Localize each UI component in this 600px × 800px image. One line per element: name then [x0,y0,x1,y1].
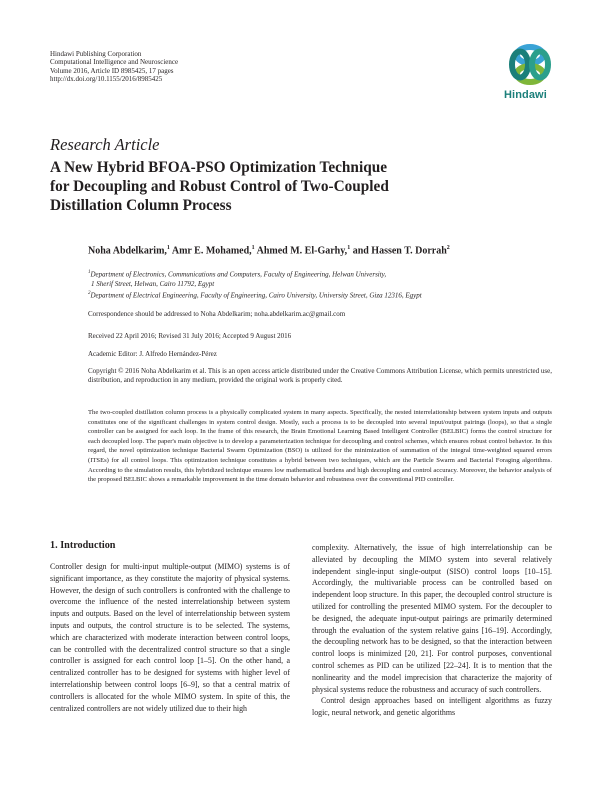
title-line: for Decoupling and Robust Control of Two-Coupled [50,178,389,195]
copyright-notice: Copyright © 2016 Noha Abdelkarim et al. This is an open access article distributed under the Creative Commons Attribution License, which permits unrestricted use, distribution, and reproduction in any medium, provided the original work is properly cited. [88,367,552,385]
affiliation-text: 1 Sherif Street, Helwan, Cairo 11792, Egypt [91,279,215,288]
article-type: Research Article [50,135,160,154]
author-affil-sup: 1 [251,245,255,251]
author-affil-sup: 1 [166,245,170,251]
hindawi-logo-mark [500,42,560,88]
affiliations [88,268,518,300]
article-dates: Received 22 April 2016; Revised 31 July 2016; Accepted 9 August 2016 [88,332,292,340]
body-paragraph: Control design approaches based on intelligent algorithms as fuzzy logic, neural network, and genetic algorithms [312,696,552,718]
doi-link[interactable]: http://dx.doi.org/10.1155/2016/8985425 [50,74,163,83]
body-paragraph: complexity. Alternatively, the issue of high interrelationship can be alleviated by decoupling the MIMO system into several relatively independent single-input single-output (SISO) control loops [10–15]. Accordingly, the multivariable process can be controlled based on independent loop structure. In this paper, the decoupled control structure is utilized for controlling the presented MIMO system. For the decoupler to be designed, the adequate input-output pairings are primarily determined through the evaluation of the system relative gains [16–19]. Accordingly, the decoupling network has to be designed, so that the interaction between control loops is minimized [20, 21]. For control purposes, conventional control schemes as PID can be utilized [22–24]. It is to mention that the nonlinearity and the model imprecision that characterize the majority of physical systems reduce the robustness and accuracy of such controllers. [312,543,552,694]
volume-line: Volume 2016, Article ID 8985425, 17 pages [50,66,174,75]
body-paragraph: Controller design for multi-input multiple-output (MIMO) systems is of significant importance, as they constitute the majority of physical systems. However, the design of such controllers is confronted with the challenge to overcome the influence of the nested interrelationship between system inputs and outputs. Based on the level of interrelationship between system inputs and outputs, the control structure is to be selected. The systems, which are characterized with moderate interaction between control loops, can be controlled with the decentralized control structure so that a single controller is assigned for each control loop [1–5]. On the other hand, a centralized controller has to be designed for systems with higher level of interrelationship between control loops [6–9], so that a central matrix of controllers is allocated for the whole MIMO system. In spite of this, the centralized controllers are not widely utilized due to their high [50,562,290,713]
author-name: Ahmed M. El-Garhy, [256,245,348,257]
journal-header [50,50,178,83]
affiliation-text: Department of Electronics, Communications and Computers, Faculty of Engineering, Helwan University, [90,270,387,279]
abstract-text: The two-coupled distillation column process is a physically complicated system in many aspects. Specifically, the nested interrelationship between system inputs and outputs constitutes one of the significant challenges in system control design. Mostly, such a process is to be decoupled into several input/output pairings (loops), so that a single controller can be assigned for each loop. In the frame of this research, the Brain Emotional Learning Based Intelligent Controller (BELBIC) forms the control structure for each decoupled loop. The paper's main objective is to develop a parameterization technique for decoupling and control schemes, which ensures robust control behavior. In this regard, the novel optimization technique Bacterial Swarm Optimization (BSO) is utilized for the minimization of summation of the integral time-weighted squared errors (ITSEs) for all control loops. This optimization technique constitutes a hybrid between two techniques, which are the Particle Swarm and Bacterial Foraging algorithms. According to the simulation results, this hybridized technique ensures low mathematical burdens and high decoupling and control accuracy. Moreover, the behavior analysis of the proposed BELBIC shows a remarkable improvement in the time domain behavior and robustness over the conventional PID controller. [88,409,552,484]
correspondence-note: Correspondence should be addressed to Noha Abdelkarim; noha.abdelkarim.ac@gmail.com [88,310,346,318]
author-name: Noha Abdelkarim, [88,245,167,257]
academic-editor: Academic Editor: J. Alfredo Hernández-Pérez [88,350,217,358]
author-affil-sup: 1 [347,245,351,251]
hindawi-logo [500,42,560,104]
body-column-left [50,561,290,714]
author-name: and Hassen T. Dorrah [352,245,447,257]
publisher-line: Hindawi Publishing Corporation [50,50,142,58]
article-title [50,158,490,215]
author-affil-sup: 2 [446,245,450,251]
affiliation-item [88,289,518,301]
body-column-right [312,542,552,719]
author-name: Amr E. Mohamed, [171,245,252,257]
section-heading: 1. Introduction [50,540,116,551]
journal-line: Computational Intelligence and Neuroscience [50,58,179,67]
title-line: A New Hybrid BFOA-PSO Optimization Technique [50,159,387,176]
affiliation-sup: 1 [88,270,91,275]
affiliation-item [88,268,518,280]
affiliation-text: Department of Electrical Engineering, Faculty of Engineering, Cairo University, University Street, Giza 12316, Egypt [90,291,422,300]
hindawi-logo-text: Hindawi [504,89,547,101]
affiliation-sup: 2 [88,290,91,296]
author-list [88,245,450,256]
title-line: Distillation Column Process [50,197,232,214]
